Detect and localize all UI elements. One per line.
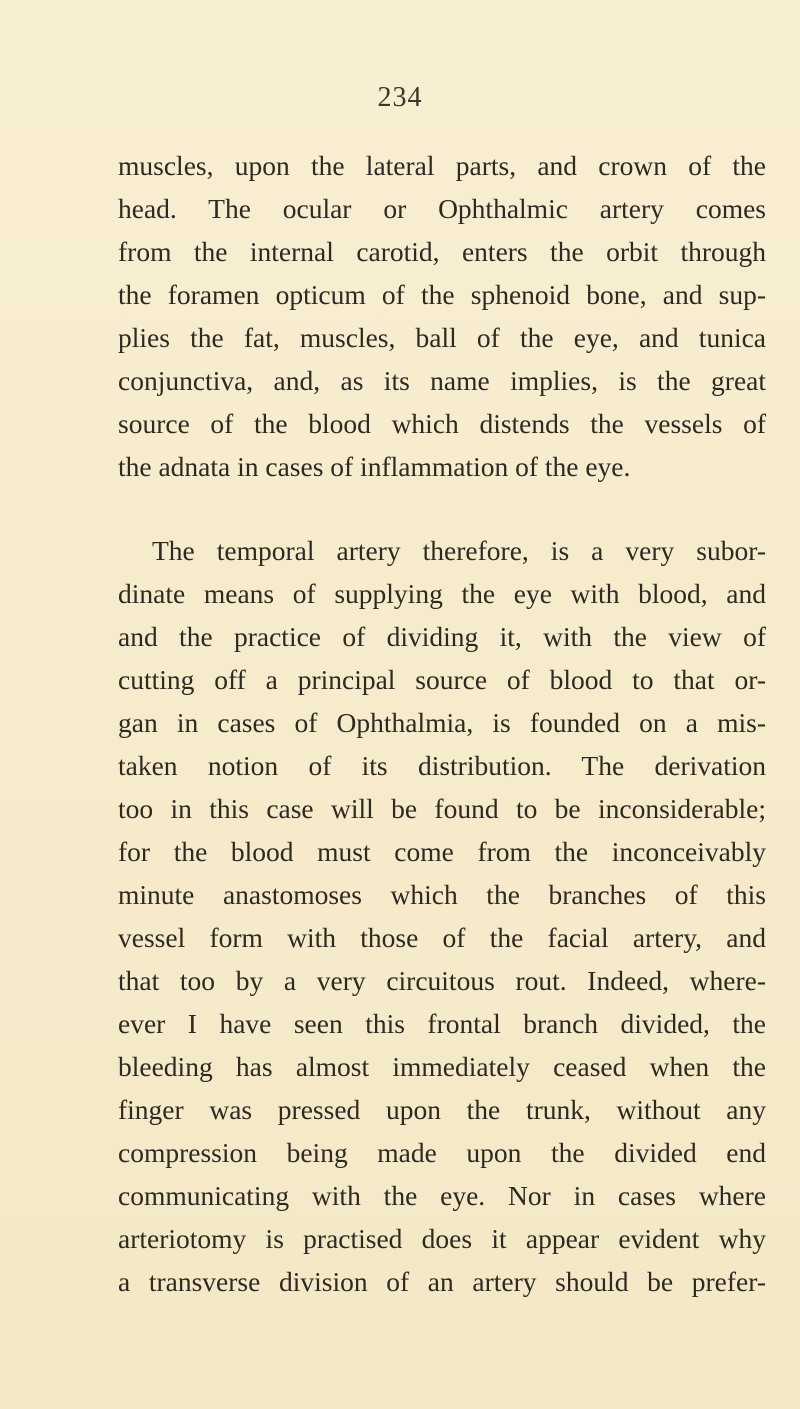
text-line: the foramen opticum of the sphenoid bone, and sup- <box>118 279 766 310</box>
text-line: source of the blood which distends the vessels of <box>118 408 766 439</box>
text-line: compression being made upon the divided end <box>118 1137 766 1168</box>
text-line: minute anastomoses which the branches of this <box>118 879 766 910</box>
text-line: The temporal artery therefore, is a very subor- <box>152 535 766 566</box>
paragraph-2 <box>118 529 766 1303</box>
text-line: vessel form with those of the facial artery, and <box>118 922 766 953</box>
text-line: muscles, upon the lateral parts, and crown of the <box>118 150 766 181</box>
text-line: from the internal carotid, enters the orbit through <box>118 236 766 267</box>
paragraph-1 <box>118 144 766 488</box>
text-line: ever I have seen this frontal branch divided, the <box>118 1008 766 1039</box>
text-line: arteriotomy is practised does it appear evident why <box>118 1223 766 1254</box>
text-line: for the blood must come from the inconceivably <box>118 836 766 867</box>
text-line: too in this case will be found to be inconsiderable; <box>118 793 766 824</box>
text-line: head. The ocular or Ophthalmic artery comes <box>118 193 766 224</box>
text-line: conjunctiva, and, as its name implies, is the great <box>118 365 766 396</box>
text-line: cutting off a principal source of blood to that or- <box>118 664 766 695</box>
text-line: plies the fat, muscles, ball of the eye, and tunica <box>118 322 766 353</box>
text-line: communicating with the eye. Nor in cases where <box>118 1180 766 1211</box>
text-line: a transverse division of an artery should be prefer- <box>118 1266 766 1297</box>
text-line: bleeding has almost immediately ceased when the <box>118 1051 766 1082</box>
text-line: dinate means of supplying the eye with blood, and <box>118 578 766 609</box>
text-line: and the practice of dividing it, with the view of <box>118 621 766 652</box>
text-line: gan in cases of Ophthalmia, is founded on a mis- <box>118 707 766 738</box>
text-line: finger was pressed upon the trunk, without any <box>118 1094 766 1125</box>
text-line: taken notion of its distribution. The derivation <box>118 750 766 781</box>
page-number: 234 <box>377 82 423 113</box>
text-line: the adnata in cases of inflammation of the eye. <box>118 451 631 482</box>
text-line: that too by a very circuitous rout. Indeed, where- <box>118 965 766 996</box>
